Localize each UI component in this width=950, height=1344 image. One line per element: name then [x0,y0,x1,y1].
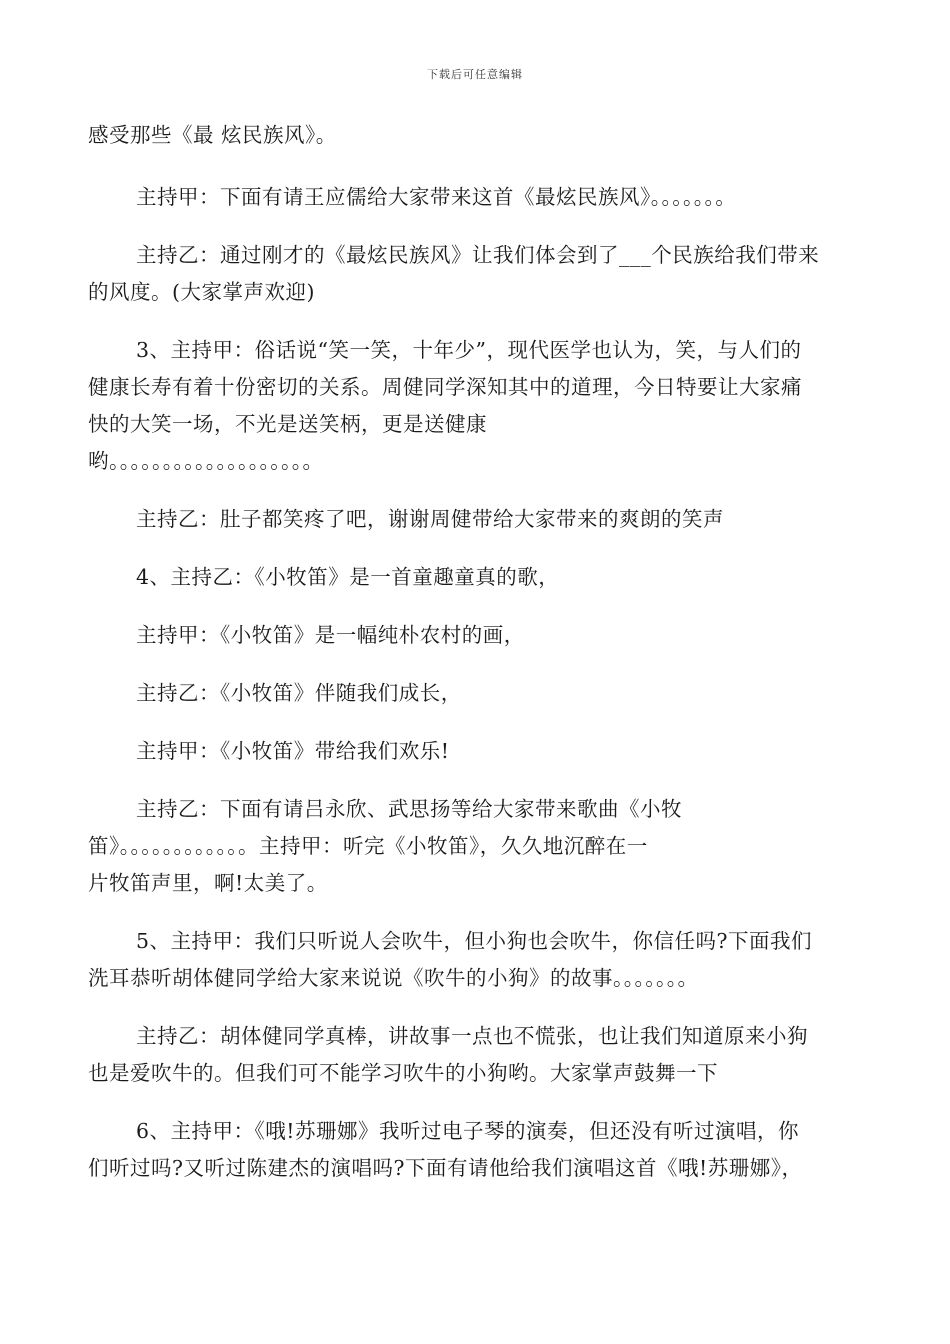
text-line: 洗耳恭听胡体健同学给大家来说说《吹牛的小狗》的故事。。。。。。。 [88,966,699,990]
text-line: 片牧笛声里，啊!太美了。 [88,871,328,895]
text-line: 健康长寿有着十份密切的关系。周健同学深知其中的道理，今日特要让大家痛 [88,375,802,399]
text-line: 3、主持甲：俗话说“笑一笑，十年少”，现代医学也认为，笑，与人们的 [136,338,802,362]
text-line: 也是爱吹牛的。但我们可不能学习吹牛的小狗哟。大家掌声鼓舞一下 [88,1061,718,1085]
text-line: 4、主持乙：《小牧笛》是一首童趣童真的歌， [136,565,560,589]
text-line: 主持乙：《小牧笛》伴随我们成长， [136,681,462,705]
text-line: 主持甲：《小牧笛》是一幅纯朴农村的画， [136,623,525,647]
text-line: 主持乙：胡体健同学真棒，讲故事一点也不慌张，也让我们知道原来小狗 [136,1024,808,1048]
text-line: 的风度。(大家掌声欢迎) [88,280,315,304]
text-line: 主持甲：下面有请王应儒给大家带来这首《最炫民族风》。。。。。。。 [136,185,737,209]
text-line: 快的大笑一场，不光是送笑柄，更是送健康 [88,412,487,436]
text-line: 笛》。。。。。。。。。。。。主持甲：听完《小牧笛》，久久地沉醉在一 [88,834,648,858]
text-line: 感受那些《最 炫民族风》。 [88,123,337,147]
text-line: 们听过吗?又听过陈建杰的演唱吗?下面有请他给我们演唱这首《哦!苏珊娜》， [88,1156,803,1180]
text-line: 主持甲：《小牧笛》带给我们欢乐! [136,739,450,763]
text-line: 主持乙：通过刚才的《最炫民族风》让我们体会到了___个民族给我们带来 [136,243,820,267]
text-line: 主持乙：下面有请吕永欣、武思扬等给大家带来歌曲《小牧 [136,797,682,821]
text-line: 5、主持甲：我们只听说人会吹牛，但小狗也会吹牛，你信任吗?下面我们 [136,929,813,953]
text-line: 主持乙：肚子都笑疼了吧，谢谢周健带给大家带来的爽朗的笑声 [136,507,724,531]
page-header: 下载后可任意编辑 [427,68,523,81]
text-line: 哟。。。。。。。。。。。。。。。。。。。 [88,449,324,473]
text-line: 6、主持甲：《哦!苏珊娜》我听过电子琴的演奏，但还没有听过演唱，你 [136,1119,800,1143]
